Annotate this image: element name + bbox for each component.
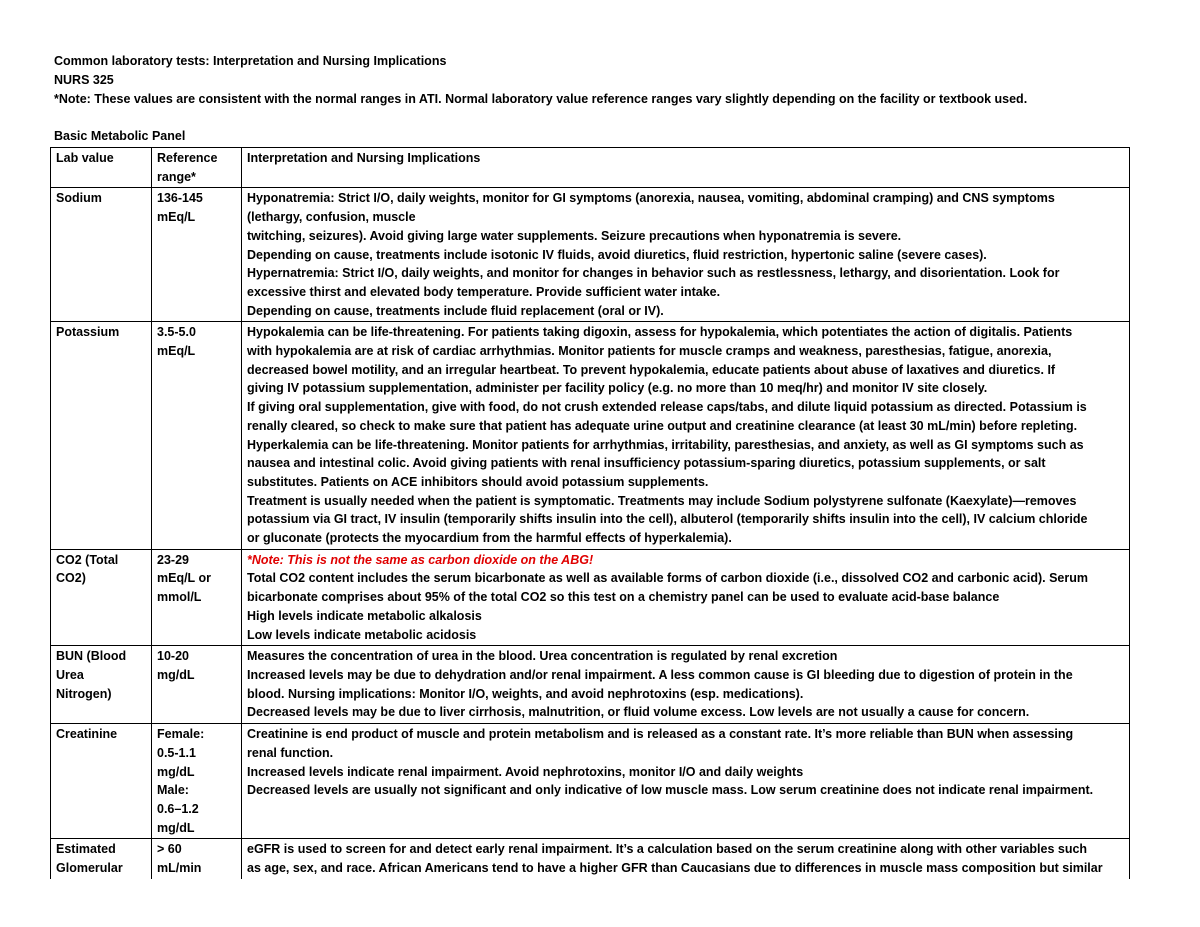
cell-line: Nitrogen) — [56, 686, 112, 701]
cell-line: nausea and intestinal colic. Avoid giving patients with renal insufficiency potassium-sparing diuretics, potassium supplements, or salt — [247, 456, 1046, 471]
cell-line: potassium via GI tract, IV insulin (temporarily shifts insulin into the cell), albuterol (temporarily shifts insulin into the cell), IV calcium chloride — [247, 512, 1088, 527]
cell-line: High levels indicate metabolic alkalosis — [247, 608, 482, 623]
cell-line: Male: — [157, 783, 189, 798]
cell-line: mEq/L or — [157, 571, 211, 586]
cell-line: (lethargy, confusion, muscle — [247, 210, 416, 225]
cell-line: Depending on cause, treatments include fluid replacement (oral or IV). — [247, 303, 664, 318]
table-row — [51, 322, 1130, 549]
cell-line: substitutes. Patients on ACE inhibitors should avoid potassium supplements. — [247, 474, 709, 489]
table-row — [51, 646, 1130, 724]
cell-line: mEq/L — [157, 344, 196, 359]
cell-line: Hyponatremia: Strict I/O, daily weights, monitor for GI symptoms (anorexia, nausea, vomiting, abdominal cramping) and CNS symptoms — [247, 191, 1055, 206]
reference-range-cell — [152, 724, 242, 839]
cell-line: Measures the concentration of urea in the blood. Urea concentration is regulated by renal excretion — [247, 649, 838, 664]
cell-line: CO2) — [56, 571, 86, 586]
lab-value-cell — [51, 549, 152, 646]
interpretation-cell — [242, 549, 1130, 646]
course-code: NURS 325 — [54, 73, 114, 87]
cell-line: Lab value — [56, 151, 114, 165]
cell-line: eGFR is used to screen for and detect early renal impairment. It’s a calculation based on the serum creatinine along with other variables such — [247, 842, 1088, 857]
cell-line: Hyperkalemia can be life-threatening. Monitor patients for arrhythmias, irritability, paresthesias, and anxiety, as well as GI symptoms such as — [247, 437, 1084, 452]
cell-line: mg/dL — [157, 667, 195, 682]
cell-line: Interpretation and Nursing Implications — [247, 151, 481, 165]
cell-line: Hypokalemia can be life-threatening. For patients taking digoxin, assess for hypokalemia, which potentiates the action of digitalis. Patients — [247, 325, 1073, 340]
table-row — [51, 839, 1130, 879]
cell-note-line: *Note: This is not the same as carbon dioxide on the ABG! — [247, 552, 594, 567]
cell-line: Reference — [157, 151, 218, 165]
reference-range-cell — [152, 646, 242, 724]
cell-line: 3.5-5.0 — [157, 325, 196, 340]
reference-note: *Note: These values are consistent with the normal ranges in ATI. Normal laboratory value reference ranges vary slightly depending on the facility or textbook used. — [54, 92, 1028, 106]
cell-line: mmol/L — [157, 590, 202, 605]
cell-line: decreased bowel motility, and an irregular heartbeat. To prevent hypokalemia, educate patients about abuse of laxatives and diuretics. If — [247, 362, 1056, 377]
interpretation-cell — [242, 322, 1130, 549]
cell-line: Hypernatremia: Strict I/O, daily weights, and monitor for changes in behavior such as restlessness, lethargy, and disorientation. Look for — [247, 266, 1060, 281]
cell-line: with hypokalemia are at risk of cardiac arrhythmias. Monitor patients for muscle cramps and weakness, paresthesias, fatigue, anorexia, — [247, 344, 1052, 359]
header-reference-range — [152, 148, 242, 188]
cell-line: Low levels indicate metabolic acidosis — [247, 627, 477, 642]
table-row — [51, 549, 1130, 646]
cell-line: Decreased levels are usually not significant and only indicative of low muscle mass. Low serum creatinine does not indicate renal impairment. — [247, 783, 1094, 798]
cell-line: 0.5-1.1 — [157, 745, 196, 760]
cell-line: Sodium — [56, 191, 102, 206]
cell-line: mg/dL — [157, 820, 195, 835]
table-body — [51, 148, 1130, 879]
cell-line: Treatment is usually needed when the patient is symptomatic. Treatments may include Sodium polystyrene sulfonate (Kaexylate)—removes — [247, 493, 1077, 508]
cell-line: blood. Nursing implications: Monitor I/O, weights, and avoid nephrotoxins (esp. medications). — [247, 686, 804, 701]
cell-line: Increased levels indicate renal impairment. Avoid nephrotoxins, monitor I/O and daily weights — [247, 764, 804, 779]
reference-range-cell — [152, 839, 242, 879]
lab-value-cell — [51, 188, 152, 322]
header-lab-value — [51, 148, 152, 188]
cell-line: BUN (Blood — [56, 649, 127, 664]
interpretation-cell — [242, 646, 1130, 724]
cell-line: Glomerular — [56, 861, 123, 876]
cell-line: excessive thirst and elevated body temperature. Provide sufficient water intake. — [247, 284, 721, 299]
header-interpretation — [242, 148, 1130, 188]
interpretation-cell — [242, 839, 1130, 879]
cell-line: Total CO2 content includes the serum bicarbonate as well as available forms of carbon dioxide (i.e., dissolved CO2 and carbonic acid). Serum — [247, 571, 1088, 586]
cell-line: renal function. — [247, 745, 334, 760]
cell-line: Potassium — [56, 325, 120, 340]
table-row — [51, 724, 1130, 839]
lab-value-cell — [51, 322, 152, 549]
cell-line: 136-145 — [157, 191, 203, 206]
cell-line: Urea — [56, 667, 84, 682]
cell-line: Decreased levels may be due to liver cirrhosis, malnutrition, or fluid volume excess. Low levels are not usually a cause for concern. — [247, 705, 1030, 720]
document-title: Common laboratory tests: Interpretation and Nursing Implications — [54, 54, 447, 68]
cell-line: twitching, seizures). Avoid giving large water supplements. Seizure precautions when hyponatremia is severe. — [247, 228, 902, 243]
cell-line: Creatinine is end product of muscle and protein metabolism and is released as a constant rate. It’s more reliable than BUN when assessing — [247, 727, 1074, 742]
cell-line: renally cleared, so check to make sure that patient has adequate urine output and creatinine clearance (at least 30 mL/min) before repleting. — [247, 418, 1078, 433]
lab-value-cell — [51, 646, 152, 724]
cell-line: as age, sex, and race. African Americans tend to have a higher GFR than Caucasians due to differences in muscle mass composition but similar — [247, 861, 1103, 876]
cell-line: giving IV potassium supplementation, administer per facility policy (e.g. no more than 10 meq/hr) and monitor IV site closely. — [247, 381, 988, 396]
lab-values-table — [50, 147, 1130, 879]
reference-range-cell — [152, 188, 242, 322]
cell-line: Female: — [157, 727, 205, 742]
interpretation-cell — [242, 188, 1130, 322]
cell-line: or gluconate (protects the myocardium from the harmful effects of hyperkalemia). — [247, 531, 732, 546]
section-heading: Basic Metabolic Panel — [54, 129, 186, 143]
cell-line: Creatinine — [56, 727, 118, 742]
table-row — [51, 188, 1130, 322]
cell-line: Increased levels may be due to dehydration and/or renal impairment. A less common cause is GI bleeding due to digestion of protein in the — [247, 667, 1073, 682]
cell-line: mg/dL — [157, 764, 195, 779]
cell-line: CO2 (Total — [56, 552, 119, 567]
cell-line: If giving oral supplementation, give with food, do not crush extended release caps/tabs, and dilute liquid potassium as directed. Potassium is — [247, 400, 1087, 415]
cell-line: mL/min — [157, 861, 202, 876]
cell-line: > 60 — [157, 842, 182, 857]
reference-range-cell — [152, 322, 242, 549]
reference-range-cell — [152, 549, 242, 646]
cell-line: 10-20 — [157, 649, 189, 664]
interpretation-cell — [242, 724, 1130, 839]
lab-value-cell — [51, 839, 152, 879]
cell-line: mEq/L — [157, 210, 196, 225]
cell-line: Estimated — [56, 842, 116, 857]
cell-line: range* — [157, 169, 196, 184]
cell-line: bicarbonate comprises about 95% of the total CO2 so this test on a chemistry panel can be used to evaluate acid-base balance — [247, 590, 1000, 605]
lab-value-cell — [51, 724, 152, 839]
table-header-row — [51, 148, 1130, 188]
cell-line: Depending on cause, treatments include isotonic IV fluids, avoid diuretics, fluid restriction, hypertonic saline (severe cases). — [247, 247, 987, 262]
cell-line: 0.6–1.2 — [157, 801, 199, 816]
cell-line: 23-29 — [157, 552, 189, 567]
